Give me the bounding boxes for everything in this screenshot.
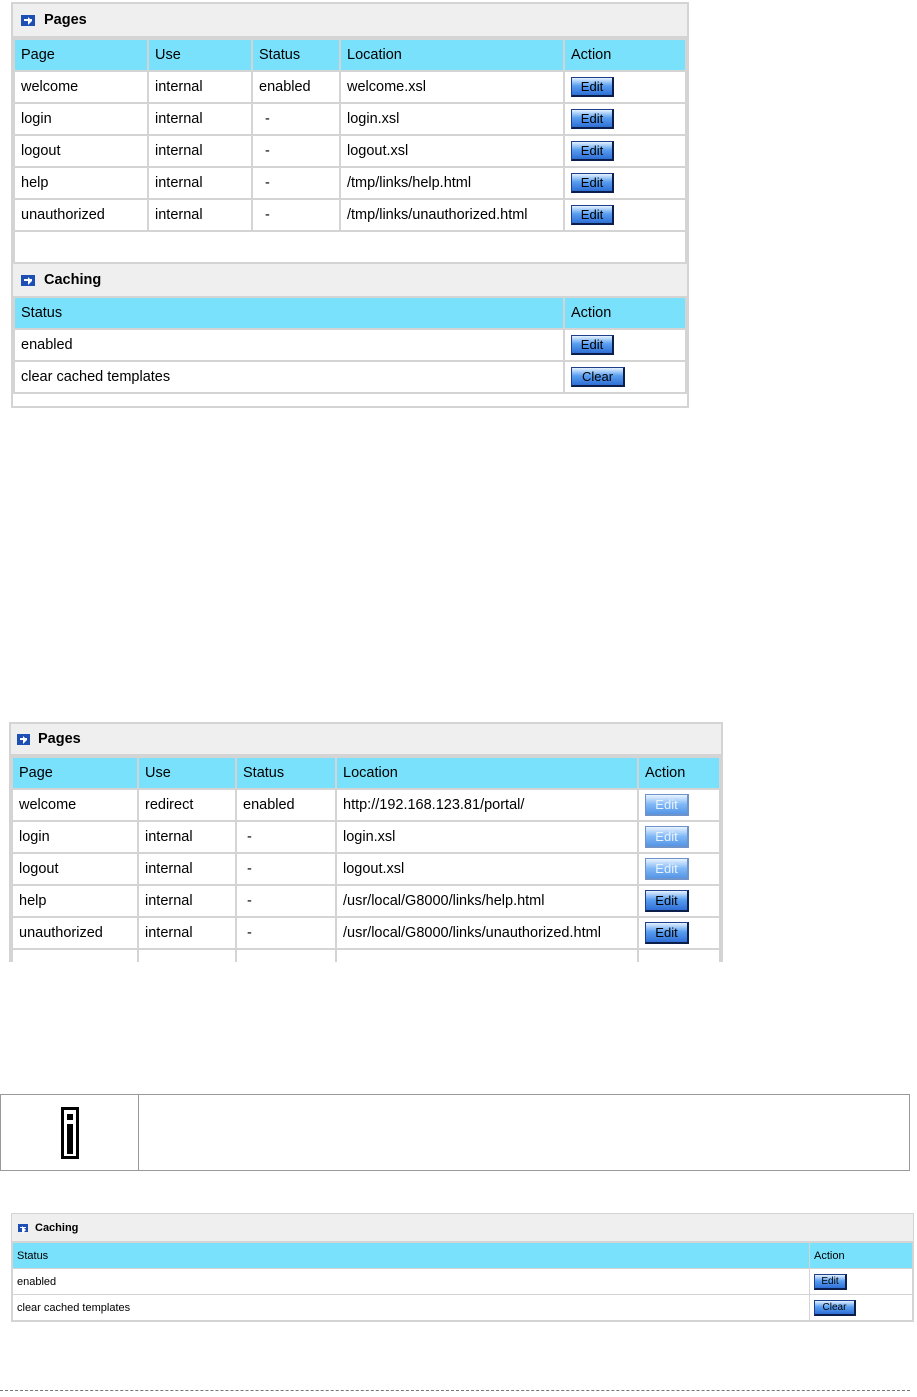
cell-use: internal <box>138 885 236 917</box>
cell-status: - <box>236 917 336 949</box>
column-header-action: Action <box>810 1243 913 1269</box>
cell-location: /tmp/links/unauthorized.html <box>340 199 564 231</box>
section-arrow-icon <box>21 275 35 286</box>
table-row-partial <box>12 949 720 962</box>
caching-section-header[interactable] <box>12 1214 913 1242</box>
column-header-action: Action <box>638 757 720 789</box>
table-row <box>14 103 686 135</box>
table-row <box>14 167 686 199</box>
cell-status: clear cached templates <box>13 1295 810 1321</box>
pages-table <box>13 38 687 264</box>
cell-location: /tmp/links/help.html <box>340 167 564 199</box>
pages-panel-2 <box>9 722 723 962</box>
edit-button[interactable]: Edit <box>571 205 614 225</box>
edit-button[interactable]: Edit <box>645 794 689 816</box>
table-row <box>14 361 686 393</box>
cell-action <box>564 167 686 199</box>
caching-title: Caching <box>44 272 102 288</box>
table-row <box>14 135 686 167</box>
table-row <box>12 853 720 885</box>
edit-button[interactable]: Edit <box>645 922 689 944</box>
clear-button[interactable]: Clear <box>814 1300 856 1316</box>
cell-status: enabled <box>252 71 340 103</box>
pages-section-header[interactable] <box>11 724 721 756</box>
column-header-status: Status <box>13 1243 810 1269</box>
cell-status: enabled <box>236 789 336 821</box>
cell-location: welcome.xsl <box>340 71 564 103</box>
column-header-status: Status <box>14 297 564 329</box>
pages-table <box>11 756 721 962</box>
section-arrow-icon <box>21 15 35 26</box>
cell-use: internal <box>148 199 252 231</box>
pages-panel-1 <box>11 2 689 408</box>
cell-use: internal <box>138 821 236 853</box>
section-arrow-icon <box>18 1224 28 1232</box>
edit-button[interactable]: Edit <box>645 858 689 880</box>
cell-action <box>564 103 686 135</box>
edit-button[interactable]: Edit <box>571 109 614 129</box>
table-header-row <box>12 757 720 789</box>
cell-use: redirect <box>138 789 236 821</box>
cell-action <box>638 917 720 949</box>
cell-action <box>638 789 720 821</box>
table-row <box>14 71 686 103</box>
edit-button[interactable]: Edit <box>645 826 689 848</box>
cell-page: welcome <box>12 789 138 821</box>
edit-button[interactable]: Edit <box>571 335 614 355</box>
caching-section-header[interactable] <box>13 264 687 298</box>
table-row <box>12 789 720 821</box>
caching-title: Caching <box>35 1221 79 1234</box>
cell-page: logout <box>14 135 148 167</box>
table-row <box>12 885 720 917</box>
table-row <box>14 329 686 361</box>
cell-status: - <box>252 199 340 231</box>
cell-location: /usr/local/G8000/links/help.html <box>336 885 638 917</box>
cell-action <box>638 885 720 917</box>
column-header-use: Use <box>138 757 236 789</box>
table-row <box>12 917 720 949</box>
cell-page: help <box>14 167 148 199</box>
cell-use: internal <box>148 71 252 103</box>
cell-action <box>810 1295 913 1321</box>
column-header-page: Page <box>12 757 138 789</box>
note-icon-cell <box>1 1095 139 1170</box>
info-icon <box>61 1107 79 1159</box>
edit-button[interactable]: Edit <box>571 173 614 193</box>
edit-button[interactable]: Edit <box>571 141 614 161</box>
note-content <box>139 1095 909 1170</box>
cell-action <box>810 1269 913 1295</box>
table-header-row <box>14 297 686 329</box>
cell-action <box>564 71 686 103</box>
cell-page: unauthorized <box>12 917 138 949</box>
column-header-use: Use <box>148 39 252 71</box>
cell-use: internal <box>138 853 236 885</box>
cell-status: enabled <box>13 1269 810 1295</box>
column-header-status: Status <box>236 757 336 789</box>
cell-status: clear cached templates <box>14 361 564 393</box>
spacer-row <box>14 231 686 263</box>
cell-action <box>564 199 686 231</box>
table-header-row <box>14 39 686 71</box>
edit-button[interactable]: Edit <box>645 890 689 912</box>
cell-action <box>638 821 720 853</box>
table-row <box>13 1269 913 1295</box>
pages-title: Pages <box>44 12 87 28</box>
column-header-page: Page <box>14 39 148 71</box>
cell-status: enabled <box>14 329 564 361</box>
cell-use: internal <box>138 917 236 949</box>
column-header-location: Location <box>336 757 638 789</box>
table-header-row <box>13 1243 913 1269</box>
cell-use: internal <box>148 135 252 167</box>
cell-location: http://192.168.123.81/portal/ <box>336 789 638 821</box>
cell-action <box>564 135 686 167</box>
pages-section-header[interactable] <box>13 4 687 38</box>
caching-panel <box>11 1213 914 1322</box>
cell-status: - <box>252 135 340 167</box>
cell-location: login.xsl <box>340 103 564 135</box>
column-header-action: Action <box>564 297 686 329</box>
cell-use: internal <box>148 167 252 199</box>
note-box <box>0 1094 910 1171</box>
cell-page: welcome <box>14 71 148 103</box>
cell-status: - <box>252 103 340 135</box>
cell-page: login <box>12 821 138 853</box>
cell-page: help <box>12 885 138 917</box>
cell-page: unauthorized <box>14 199 148 231</box>
clear-button[interactable]: Clear <box>571 367 625 387</box>
column-header-action: Action <box>564 39 686 71</box>
cell-status: - <box>252 167 340 199</box>
cell-action <box>638 853 720 885</box>
cell-status: - <box>236 853 336 885</box>
cell-location: logout.xsl <box>336 853 638 885</box>
cell-location: /usr/local/G8000/links/unauthorized.html <box>336 917 638 949</box>
cell-status: - <box>236 885 336 917</box>
table-row <box>13 1295 913 1321</box>
cell-action <box>564 361 686 393</box>
cell-location: logout.xsl <box>340 135 564 167</box>
column-header-status: Status <box>252 39 340 71</box>
cell-location: login.xsl <box>336 821 638 853</box>
section-arrow-icon <box>17 734 30 745</box>
table-row <box>12 821 720 853</box>
edit-button[interactable]: Edit <box>571 77 614 97</box>
caching-table <box>13 296 687 394</box>
column-header-location: Location <box>340 39 564 71</box>
footer-divider <box>0 1390 910 1391</box>
cell-action <box>564 329 686 361</box>
cell-status: - <box>236 821 336 853</box>
caching-table <box>12 1242 913 1321</box>
edit-button[interactable]: Edit <box>814 1274 847 1290</box>
table-row <box>14 199 686 231</box>
cell-page: login <box>14 103 148 135</box>
cell-use: internal <box>148 103 252 135</box>
cell-page: logout <box>12 853 138 885</box>
pages-title: Pages <box>38 731 81 747</box>
